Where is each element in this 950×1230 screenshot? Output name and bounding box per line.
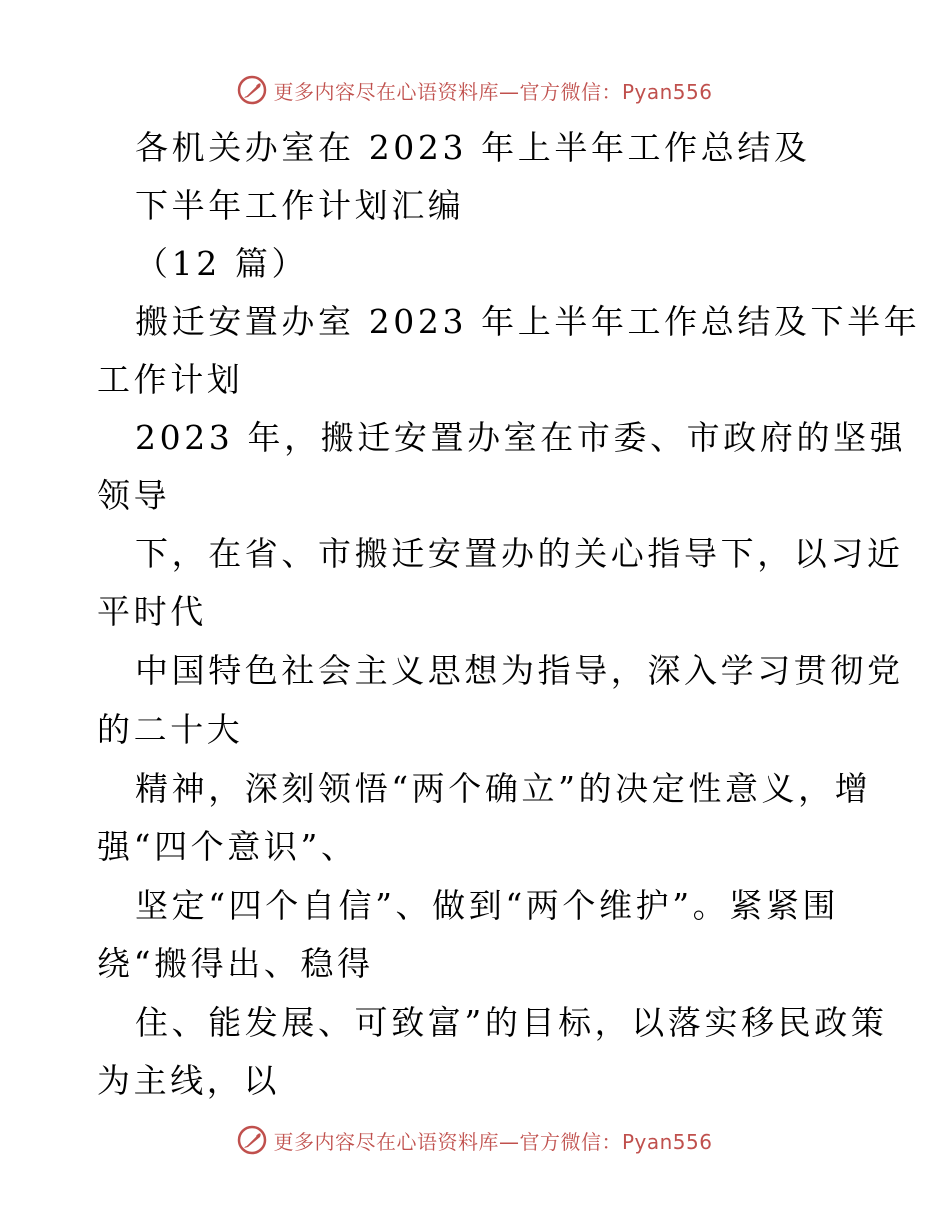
feather-pen-icon — [237, 75, 267, 105]
doc-line: 下半年工作计划汇编 — [135, 186, 465, 225]
doc-line: 领导 — [97, 476, 171, 515]
doc-line: 平时代 — [97, 592, 207, 631]
watermark-text: 更多内容尽在心语资料库—官方微信：Pyan556 — [273, 1129, 713, 1154]
doc-line: 精神，深刻领悟“两个确立”的决定性意义，增 — [135, 769, 872, 808]
header-watermark-banner — [0, 70, 950, 110]
footer-watermark-banner — [0, 1120, 950, 1160]
feather-pen-icon — [237, 1125, 267, 1155]
doc-line: 2023 年，搬迁安置办室在市委、市政府的坚强 — [135, 418, 907, 457]
doc-line: 强“四个意识”、 — [97, 827, 358, 866]
doc-line: 中国特色社会主义思想为指导，深入学习贯彻党 — [135, 651, 904, 690]
doc-line: 的二十大 — [97, 710, 244, 749]
doc-line: 绕“搬得出、稳得 — [97, 944, 374, 983]
doc-line: 各机关办室在 2023 年上半年工作总结及 — [135, 128, 811, 167]
doc-line: 下，在省、市搬迁安置办的关心指导下，以习近 — [135, 534, 904, 573]
doc-line: （12 篇） — [135, 244, 309, 283]
doc-line: 坚定“四个自信”、做到“两个维护”。紧紧围 — [135, 886, 840, 925]
doc-line: 住、能发展、可致富”的目标，以落实移民政策 — [135, 1003, 888, 1042]
doc-line: 为主线，以 — [97, 1061, 280, 1100]
watermark-text: 更多内容尽在心语资料库—官方微信：Pyan556 — [273, 79, 713, 104]
doc-line: 搬迁安置办室 2023 年上半年工作总结及下半年 — [135, 302, 921, 341]
doc-line: 工作计划 — [97, 360, 244, 399]
